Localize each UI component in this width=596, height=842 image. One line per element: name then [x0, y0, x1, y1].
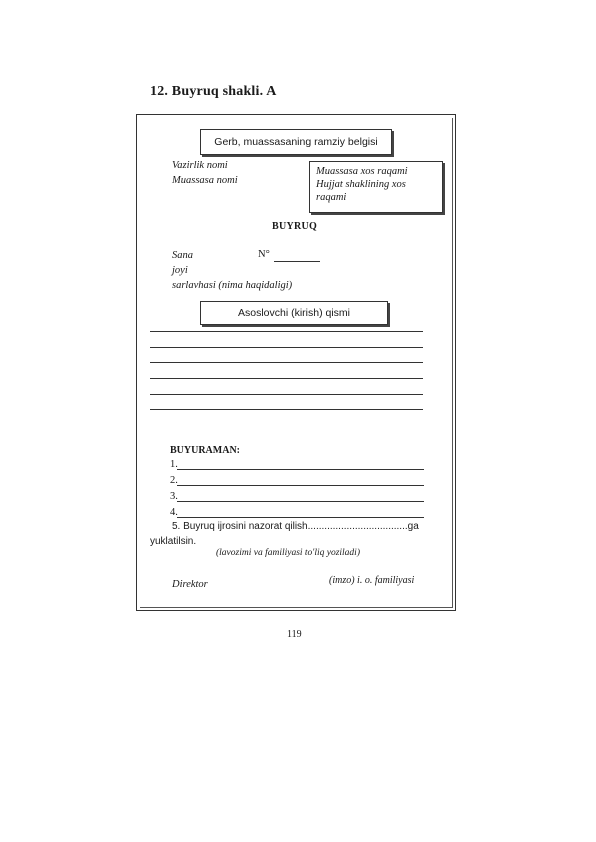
number-label: N° — [258, 249, 270, 260]
signature-label: (imzo) i. o. familiyasi — [329, 575, 415, 586]
place-label: joyi — [172, 265, 188, 276]
control-item — [172, 521, 419, 532]
document-title: BUYRUQ — [272, 221, 318, 232]
basis-line-3 — [150, 362, 423, 363]
order-item-number: 1. — [170, 459, 178, 470]
order-item-2 — [170, 475, 177, 486]
director-label: Direktor — [172, 579, 208, 590]
position-note: (lavozimi va familiyasi to'liq yoziladi) — [216, 548, 360, 558]
code-box-line-3: raqami — [316, 192, 347, 203]
control-item-suffix: ga — [407, 521, 419, 532]
subject-label: sarlavhasi (nima haqidaligi) — [172, 280, 293, 291]
page-number: 119 — [287, 629, 302, 640]
basis-line-1 — [150, 331, 423, 332]
basis-line-4 — [150, 378, 423, 379]
order-item-number: 4. — [170, 507, 178, 518]
control-item-text: 5. Buyruq ijrosini nazorat qilish — [172, 521, 308, 532]
code-box-line-2: Hujjat shaklining xos — [316, 179, 406, 190]
basis-section-box: Asoslovchi (kirish) qismi — [200, 301, 388, 325]
basis-line-6 — [150, 409, 423, 410]
page-heading: 12. Buyruq shakli. A — [150, 84, 277, 99]
basis-line-5 — [150, 394, 423, 395]
order-item-4 — [170, 507, 177, 518]
institution-name-label: Muassasa nomi — [172, 175, 238, 186]
assigned-text: yuklatilsin. — [150, 536, 197, 547]
basis-line-2 — [150, 347, 423, 348]
order-item-1 — [170, 459, 177, 470]
order-item-4-line — [177, 517, 424, 518]
coat-of-arms-box: Gerb, muassasaning ramziy belgisi — [200, 129, 392, 155]
order-item-number: 2. — [170, 475, 178, 486]
institution-code-box — [309, 161, 443, 213]
order-item-2-line — [177, 485, 424, 486]
control-item-dots: .................................... — [307, 521, 408, 532]
date-label: Sana — [172, 250, 193, 261]
order-item-number: 3. — [170, 491, 178, 502]
code-box-line-1: Muassasa xos raqami — [316, 166, 408, 177]
order-heading: BUYURAMAN: — [170, 445, 240, 456]
ministry-name-label: Vazirlik nomi — [172, 160, 228, 171]
number-blank-line — [274, 261, 320, 262]
order-item-1-line — [177, 469, 424, 470]
order-item-3 — [170, 491, 177, 502]
order-item-3-line — [177, 501, 424, 502]
